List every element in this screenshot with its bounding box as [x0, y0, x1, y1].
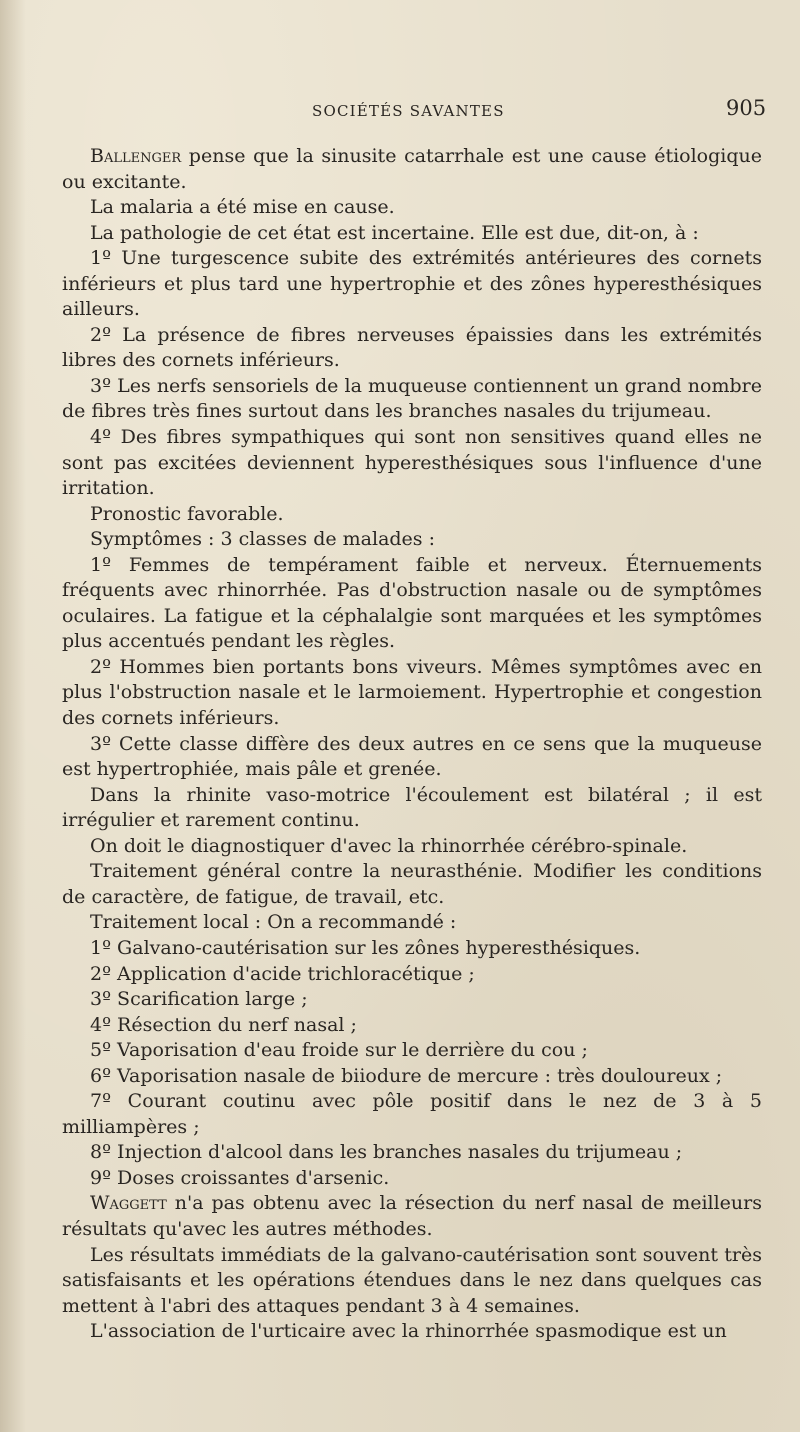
author-name: Waggett	[90, 1192, 167, 1215]
running-head: SOCIÉTÉS SAVANTES	[312, 102, 505, 120]
spine-shadow	[0, 0, 26, 1432]
page-number: 905	[726, 96, 767, 120]
list-item: 4º Résection du nerf nasal ;	[90, 1013, 357, 1036]
paragraph: Traitement local : On a recommandé :	[90, 911, 457, 934]
list-item: 1º Galvano-cautérisation sur les zônes hyperesthésiques.	[90, 936, 641, 959]
list-item: 2º Hommes bien portants bons viveurs. Mêmes symptômes avec en plus l'obstruction nasale et le larmoiement. Hypertrophie et congestion des cornets inférieurs.	[62, 655, 762, 730]
paragraph: La pathologie de cet état est incertaine. Elle est due, dit-on, à :	[90, 221, 699, 244]
list-item: 3º Scarification large ;	[90, 988, 308, 1011]
paragraph: Traitement général contre la neurasthénie. Modifier les conditions de caractère, de fatigue, de travail, etc.	[62, 860, 762, 908]
paragraph: Symptômes : 3 classes de malades :	[90, 528, 435, 551]
list-item: 2º La présence de fibres nerveuses épaissies dans les extrémités libres des cornets inférieurs.	[62, 323, 762, 372]
list-item: 8º Injection d'alcool dans les branches nasales du trijumeau ;	[90, 1141, 683, 1164]
paragraph: Les résultats immédiats de la galvano-cautérisation sont souvent très satisfaisants et les opérations étendues dans le nez dans quelques cas mettent à l'abri des attaques pendant 3 à 4 semaines.	[62, 1243, 762, 1317]
list-item: 2º Application d'acide trichloracétique ;	[90, 962, 475, 985]
list-item: 9º Doses croissantes d'arsenic.	[90, 1166, 390, 1189]
list-item: 1º Une turgescence subite des extrémités antérieures des cornets inférieurs et plus tard une hypertrophie et des zônes hyperesthésiques ailleurs.	[62, 247, 762, 321]
paragraph: L'association de l'urticaire avec la rhinorrhée spasmodique est un	[90, 1320, 727, 1343]
list-item: 3º Cette classe diffère des deux autres en ce sens que la muqueuse est hypertrophiée, mais pâle et grenée.	[62, 732, 762, 781]
list-item: 4º Des fibres sympathiques qui sont non sensitives quand elles ne sont pas excitées deviennent hyperesthésiques sous l'influence d'une irritation.	[62, 426, 762, 500]
paragraph: On doit le diagnostiquer d'avec la rhinorrhée cérébro-spinale.	[90, 834, 688, 857]
paragraph: La malaria a été mise en cause.	[90, 196, 395, 219]
list-item: 3º Les nerfs sensoriels de la muqueuse contiennent un grand nombre de fibres très fines surtout dans les branches nasales du trijumeau.	[62, 374, 762, 423]
paragraph: Pronostic favorable.	[90, 502, 284, 525]
list-item: 7º Courant coutinu avec pôle positif dans le nez de 3 à 5 milliampères ;	[62, 1090, 762, 1138]
paragraph: Dans la rhinite vaso-motrice l'écoulement est bilatéral ; il est irrégulier et rarement continu.	[62, 783, 762, 832]
page-header	[0, 96, 800, 126]
list-item: 5º Vaporisation d'eau froide sur le derrière du cou ;	[90, 1039, 588, 1062]
paragraph: Waggett n'a pas obtenu avec la résection du nerf nasal de meilleurs résultats qu'avec les autres méthodes.	[62, 1192, 762, 1240]
list-item: 1º Femmes de tempérament faible et nerveux. Éternuements fréquents avec rhinorrhée. Pas d'obstruction nasale ou de symptômes oculaires. La fatigue et la céphalalgie sont marquées et les symptômes plus accentués pendant les règles.	[62, 553, 762, 653]
author-name: Ballenger	[90, 145, 182, 167]
body-text	[62, 144, 762, 1345]
list-item: 6º Vaporisation nasale de biiodure de mercure : très douloureux ;	[90, 1064, 723, 1087]
paragraph: Ballenger pense que la sinusite catarrhale est une cause étiologique ou excitante.	[62, 145, 762, 193]
